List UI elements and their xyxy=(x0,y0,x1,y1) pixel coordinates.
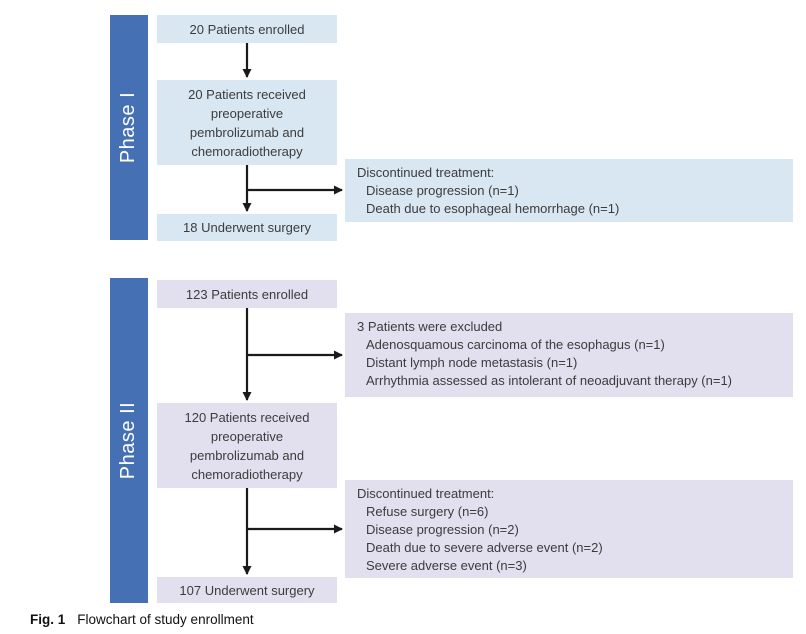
phase2-treatment-box xyxy=(157,403,337,488)
phase2-discontinued-items xyxy=(357,503,785,575)
phase2-surgery-text: 107 Underwent surgery xyxy=(179,582,315,598)
side-box-item: Adenosquamous carcinoma of the esophagus (n=1) xyxy=(366,337,665,352)
side-box-item: Severe adverse event (n=3) xyxy=(366,558,527,573)
side-box-item: Disease progression (n=2) xyxy=(366,522,519,537)
phase2-discontinued-title: Discontinued treatment: xyxy=(357,486,495,501)
figure-caption-label: Fig. 1 xyxy=(30,612,66,627)
phase1-surgery-box xyxy=(157,214,337,241)
phase1-bar xyxy=(110,15,148,240)
phase2-label: Phase II xyxy=(117,401,140,480)
phase2-discontinued-box xyxy=(345,480,793,578)
phase2-surgery-box xyxy=(157,577,337,603)
phase1-enrolled-text: 20 Patients enrolled xyxy=(189,21,305,37)
side-box-item: Arrhythmia assessed as intolerant of neoadjuvant therapy (n=1) xyxy=(366,373,733,388)
side-box-item: Death due to severe adverse event (n=2) xyxy=(366,540,603,555)
phase1-label: Phase I xyxy=(117,91,140,164)
figure-caption xyxy=(30,612,254,627)
phase2-treatment-text: 120 Patients received preoperative pembrolizumab and chemoradiotherapy xyxy=(184,409,310,482)
phase1-treatment-box xyxy=(157,80,337,165)
phase1-discontinued-title: Discontinued treatment: xyxy=(357,165,495,180)
side-box-item: Disease progression (n=1) xyxy=(366,183,519,198)
phase1-surgery-text: 18 Underwent surgery xyxy=(183,220,311,235)
phase2-enrolled-box xyxy=(157,280,337,308)
phase1-enrolled-box xyxy=(157,15,337,43)
phase2-excluded-items xyxy=(357,336,785,390)
phase1-treatment-text: 20 Patients received preoperative pembrolizumab and chemoradiotherapy xyxy=(188,86,306,159)
side-box-item: Distant lymph node metastasis (n=1) xyxy=(366,355,578,370)
figure-caption-text: Flowchart of study enrollment xyxy=(77,612,254,627)
phase2-enrolled-text: 123 Patients enrolled xyxy=(185,286,309,302)
phase2-excluded-title: 3 Patients were excluded xyxy=(357,319,503,334)
phase1-discontinued-box xyxy=(345,159,793,222)
side-box-item: Death due to esophageal hemorrhage (n=1) xyxy=(366,201,620,216)
phase1-discontinued-items xyxy=(357,182,785,218)
side-box-item: Refuse surgery (n=6) xyxy=(366,504,489,519)
phase2-bar xyxy=(110,278,148,603)
phase2-excluded-box xyxy=(345,313,793,397)
